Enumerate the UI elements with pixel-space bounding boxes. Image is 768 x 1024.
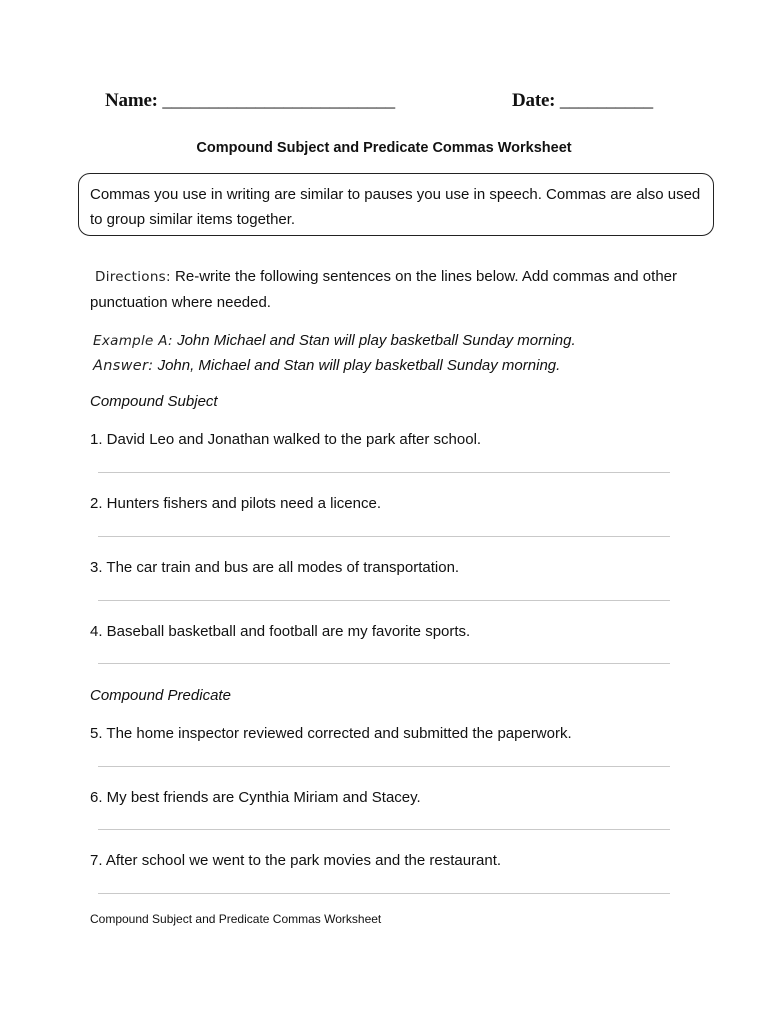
answer-line-3[interactable] [98, 600, 670, 601]
question-3: 3. The car train and bus are all modes of transportation. [90, 559, 460, 576]
name-field[interactable] [105, 90, 395, 112]
answer-line-4[interactable] [98, 663, 670, 664]
question-4: 4. Baseball basketball and football are my favorite sports. [90, 623, 471, 640]
directions [90, 264, 690, 315]
directions-label: Directions: [95, 269, 171, 285]
worksheet-title: Compound Subject and Predicate Commas Worksheet [196, 140, 572, 156]
section-heading-subject: Compound Subject [90, 393, 218, 410]
date-label: Date: [512, 90, 556, 111]
question-5: 5. The home inspector reviewed corrected and submitted the paperwork. [90, 725, 572, 742]
date-field[interactable] [512, 90, 653, 112]
name-blank[interactable]: _________________________ [162, 90, 395, 111]
answer-line-7[interactable] [98, 893, 670, 894]
intro-box: Commas you use in writing are similar to pauses you use in speech. Commas are also used to group similar items together. [78, 173, 714, 236]
example-label: Example A: [93, 333, 173, 349]
example-text: John Michael and Stan will play basketball Sunday morning. [177, 332, 576, 349]
question-2: 2. Hunters fishers and pilots need a licence. [90, 495, 381, 512]
section-heading-predicate: Compound Predicate [90, 687, 231, 704]
question-6: 6. My best friends are Cynthia Miriam and Stacey. [90, 789, 421, 806]
answer-line-2[interactable] [98, 536, 670, 537]
question-1: 1. David Leo and Jonathan walked to the park after school. [90, 431, 482, 448]
date-blank[interactable]: __________ [559, 90, 653, 111]
example [93, 328, 576, 354]
answer [93, 353, 560, 379]
answer-line-5[interactable] [98, 766, 670, 767]
footer: Compound Subject and Predicate Commas Worksheet [90, 912, 382, 926]
name-label: Name: [105, 90, 158, 111]
answer-line-6[interactable] [98, 829, 670, 830]
answer-line-1[interactable] [98, 472, 670, 473]
answer-label: Answer: [93, 358, 154, 374]
question-7: 7. After school we went to the park movies and the restaurant. [90, 852, 502, 869]
answer-text: John, Michael and Stan will play basketball Sunday morning. [157, 357, 561, 374]
directions-text: Re-write the following sentences on the lines below. Add commas and other punctuation where needed. [90, 268, 677, 311]
